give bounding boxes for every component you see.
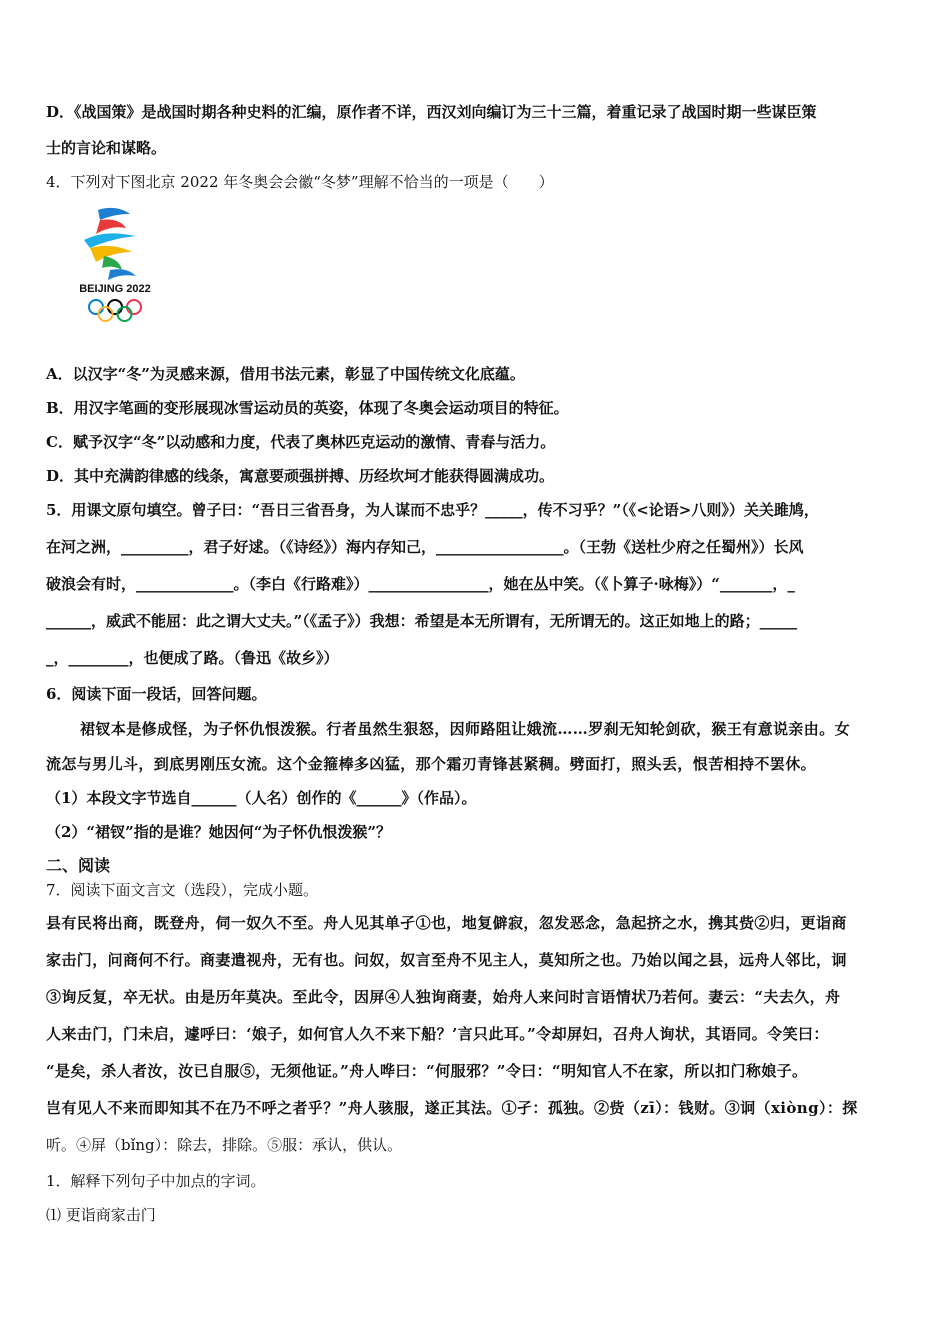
q7-passage-line-5: “是矣，杀人者汝，汝已自服⑤，无须他证。”舟人哗曰：“何服邪？”令曰：“明知官人不在家，所以扣门称娘子。 (46, 1062, 808, 1080)
dong-calligraphy-icon (84, 208, 136, 280)
q7-stem: 7．阅读下面文言文（选段），完成小题。 (46, 881, 319, 899)
q7-passage-line-4: 人来击门，门未启，遽呼曰：‘娘子，如何官人久不来下船？’言只此耳。”令却屏妇，召舟人询状，其语同。令笑曰： (46, 1025, 829, 1043)
q5-line-2: 在河之洲，_________，君子好逑。（《诗经》）海内存知己，_________________。（王勃《送杜少府之任蜀州》）长风 (46, 538, 804, 556)
q4-option-d: D．其中充满韵律感的线条，寓意要顽强拼搏、历经坎坷才能获得圆满成功。 (46, 467, 555, 485)
q5-line-4: ______，威武不能屈：此之谓大丈夫。”（《孟子》）我想：希望是本无所谓有，无所谓无的。这正如地上的路；_____ (46, 612, 798, 630)
q7-item-1: ⑴ 更诣商家击门 (46, 1206, 156, 1224)
q6-passage-line-2: 流怎与男儿斗，到底男刚压女流。这个金箍棒多凶猛，那个霜刃青锋甚紧稠。劈面打，照头丢，恨苦相持不罢休。 (46, 755, 817, 773)
q7-passage-line-2: 家击门，问商何不行。商妻遣视舟，无有也。问奴，奴言至舟不见主人，莫知所之也。乃始以闻之县，远舟人邻比，诇 (46, 951, 847, 969)
beijing-2022-winter-olympics-emblem (70, 204, 160, 332)
q7-passage-line-6: 岂有见人不来而即知其不在乃不呼之者乎？”舟人骇服，遂正其法。①孑：孤独。②赀（zī）：钱财。③诇（xiòng）：探 (46, 1099, 858, 1117)
section-heading-reading: 二、阅读 (46, 856, 111, 875)
q4-option-b: B．用汉字笔画的变形展现冰雪运动员的英姿，体现了冬奥会运动项目的特征。 (46, 399, 569, 417)
q3-option-d-line2: 士的言论和谋略。 (46, 139, 167, 157)
logo-wordmark: BEIJING 2022 (79, 283, 151, 295)
q4-stem: 4．下列对下图北京 2022 年冬奥会会徽“冬梦”理解不恰当的一项是（ ） (46, 173, 554, 191)
q4-option-c: C．赋予汉字“冬”以动感和力度，代表了奥林匹克运动的激情、青春与活力。 (46, 433, 556, 451)
q4-option-a: A．以汉字“冬”为灵感来源，借用书法元素，彰显了中国传统文化底蕴。 (46, 365, 525, 383)
olympic-rings-icon (89, 300, 141, 321)
q6-sub-question-2: （2）“裙钗”指的是谁？她因何“为子怀仇恨泼猴”？ (46, 823, 391, 841)
q5-line-3: 破浪会有时，_____________。（李白《行路难》）________________，她在丛中笑。（《卜算子·咏梅》）“_______，_ (46, 575, 795, 593)
q5-line-1: 5．用课文原句填空。曾子曰：“吾日三省吾身，为人谋而不忠乎？_____，传不习乎？”（《<论语>八则》）关关雎鸠， (46, 501, 819, 519)
q6-sub-question-1: （1）本段文字节选自______（人名）创作的《______》（作品）。 (46, 789, 477, 807)
q7-passage-line-3: ③询反复，卒无状。由是历年莫决。至此令，因屏④人独询商妻，始舟人来问时言语情状乃若何。妻云：“夫去久，舟 (46, 988, 841, 1006)
q3-option-d-line1: D．《战国策》是战国时期各种史料的汇编，原作者不详，西汉刘向编订为三十三篇，着重记录了战国时期一些谋臣策 (46, 103, 817, 121)
q5-line-5: _，________，也便成了路。（鲁迅《故乡》） (46, 649, 339, 667)
q7-passage-line-1: 县有民将出商，既登舟，伺一奴久不至。舟人见其单孑①也，地复僻寂，忽发恶念，急起挤之水，携其赀②归，更诣商 (46, 914, 847, 932)
q7-passage-line-7: 听。④屏（bǐng）：除去，排除。⑤服：承认，供认。 (46, 1136, 403, 1154)
q7-sub-question-1: 1．解释下列句子中加点的字词。 (46, 1172, 266, 1190)
q6-passage-line-1: 裙钗本是修成怪，为子怀仇恨泼猴。行者虽然生狠怒，因师路阻让娥流……罗刹无知轮剑砍，猴王有意说亲由。女 (80, 720, 851, 738)
q6-stem: 6．阅读下面一段话，回答问题。 (46, 685, 267, 703)
